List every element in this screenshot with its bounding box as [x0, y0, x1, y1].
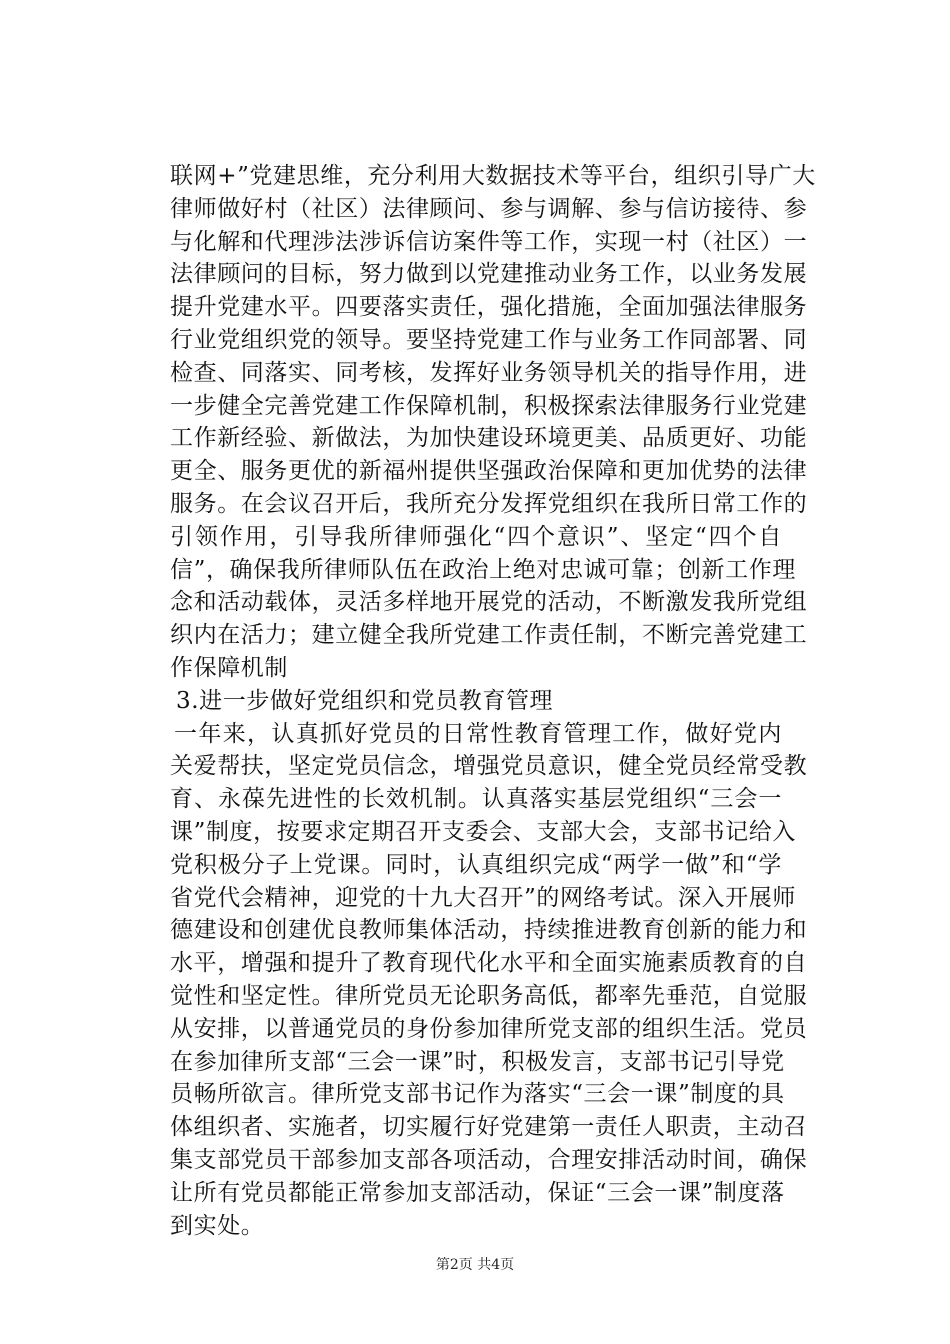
text-line: 集支部党员干部参加支部各项活动，合理安排活动时间，确保 — [170, 1146, 808, 1173]
text-line: 与化解和代理涉法涉诉信访案件等工作，实现一村（社区）一 — [170, 228, 808, 255]
text-line: 一年来，认真抓好党员的日常性教育管理工作，做好党内 — [174, 720, 782, 747]
text-line: 课”制度，按要求定期召开支委会、支部大会，支部书记给入 — [170, 818, 796, 845]
text-line: 关爱帮扶，坚定党员信念，增强党员意识，健全党员经常受教 — [170, 753, 808, 780]
text-line: 法律顾问的目标，努力做到以党建推动业务工作，以业务发展 — [170, 261, 808, 288]
text-line: 信”，确保我所律师队伍在政治上绝对忠诚可靠；创新工作理 — [170, 556, 796, 583]
text-line: 工作新经验、新做法，为加快建设环境更美、品质更好、功能 — [170, 425, 808, 452]
text-line: 律师做好村（社区）法律顾问、参与调解、参与信访接待、参 — [170, 195, 808, 222]
text-line: 更全、服务更优的新福州提供坚强政治保障和更加优势的法律 — [170, 458, 808, 485]
text-line: 织内在活力；建立健全我所党建工作责任制，不断完善党建工 — [170, 622, 808, 649]
text-line: 联网+”党建思维，充分利用大数据技术等平台，组织引导广大 — [170, 163, 816, 189]
section-heading: 3.进一步做好党组织和党员教育管理 — [176, 687, 554, 714]
text-line: 育、永葆先进性的长效机制。认真落实基层党组织“三会一 — [170, 786, 782, 813]
text-line: 引领作用，引导我所律师强化“四个意识”、坚定“四个自 — [170, 523, 782, 550]
text-line: 念和活动载体，灵活多样地开展党的活动，不断激发我所党组 — [170, 589, 808, 616]
page-footer: 第2页 共4页 — [435, 1257, 515, 1273]
text-line: 在参加律所支部“三会一课”时，积极发言，支部书记引导党 — [170, 1048, 785, 1075]
text-line: 作保障机制 — [170, 654, 288, 681]
text-line: 检查、同落实、同考核，发挥好业务领导机关的指导作用，进 — [170, 359, 808, 386]
text-line: 员畅所欲言。律所党支部书记作为落实“三会一课”制度的具 — [170, 1081, 785, 1108]
text-line: 党积极分子上党课。同时，认真组织完成“两学一做”和“学 — [170, 851, 782, 878]
text-line: 让所有党员都能正常参加支部活动，保证“三会一课”制度落 — [170, 1179, 785, 1206]
text-line: 省党代会精神，迎党的十九大召开”的网络考试。深入开展师 — [170, 884, 796, 911]
text-line: 水平，增强和提升了教育现代化水平和全面实施素质教育的自 — [170, 950, 808, 977]
text-line: 体组织者、实施者，切实履行好党建第一责任人职责，主动召 — [170, 1114, 808, 1141]
text-line: 德建设和创建优良教师集体活动，持续推进教育创新的能力和 — [170, 917, 808, 944]
text-line: 服务。在会议召开后，我所充分发挥党组织在我所日常工作的 — [170, 490, 808, 517]
text-line: 提升党建水平。四要落实责任，强化措施，全面加强法律服务 — [170, 294, 808, 321]
document-body — [170, 160, 816, 1242]
text-line: 从安排，以普通党员的身份参加律所党支部的组织生活。党员 — [170, 1015, 808, 1042]
text-line: 觉性和坚定性。律所党员无论职务高低，都率先垂范，自觉服 — [170, 982, 808, 1009]
text-line: 行业党组织党的领导。要坚持党建工作与业务工作同部署、同 — [170, 326, 808, 353]
text-line: 到实处。 — [170, 1212, 265, 1239]
text-line: 一步健全完善党建工作保障机制，积极探索法律服务行业党建 — [170, 392, 808, 419]
